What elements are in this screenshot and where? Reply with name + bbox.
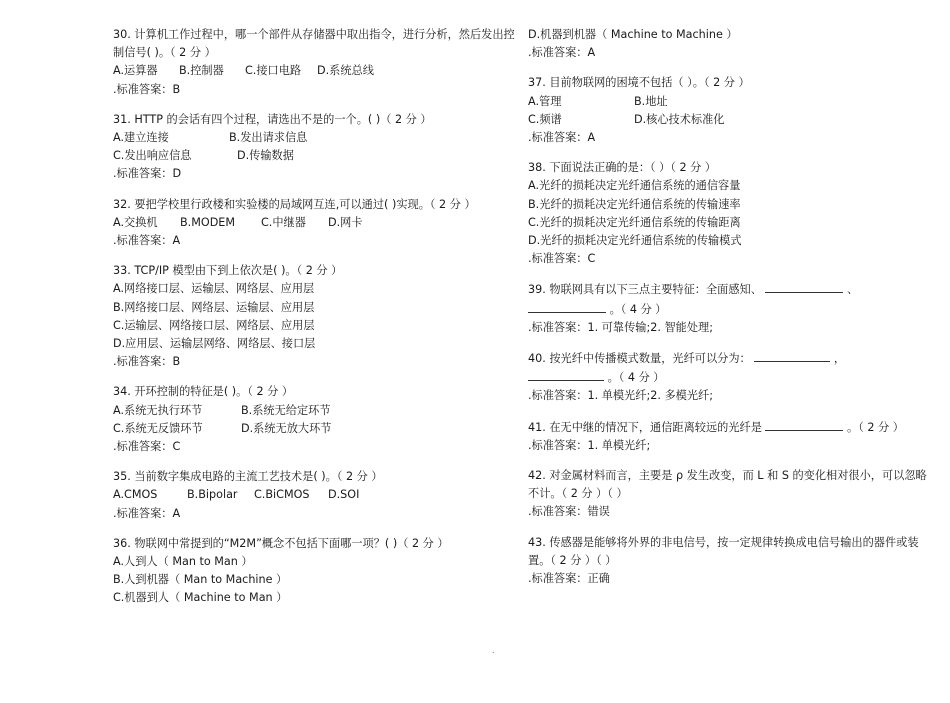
option-d: D.系统总线 [317,64,374,78]
option-c: C.频谱 [528,112,562,126]
option-a: A.CMOS [113,488,158,502]
option-c: C.发出响应信息 [113,149,192,163]
option-row [528,111,918,129]
question-text-part: 。（ 4 分 ） [609,302,667,316]
question-text: 33. TCP/IP 模型由下到上依次是( )。（ 2 分 ） [113,264,343,278]
option-row [113,147,513,165]
answer: .标准答案：D [113,167,182,181]
question-text-part: ， [833,352,846,366]
option-b: B.发出请求信息 [229,131,308,145]
answer: .标准答案：错误 [528,505,610,519]
option-a: A.交换机 [113,215,158,229]
question-text: 42. 对金属材料而言，主要是 ρ 发生改变，而 L 和 S 的变化相对很小，可以忽略 [528,469,927,483]
option-row [528,93,918,111]
option-d: D.机器到机器（ Machine to Machine ） [528,28,738,41]
blank-field [765,280,843,293]
option-a: A.系统无执行环节 [113,403,203,417]
option-c: C.接口电路 [245,64,302,78]
option-d: D.网卡 [328,215,363,229]
option-c: C.运输层、网络接口层、网络层、应用层 [113,318,315,332]
question-text-part: 、 [847,283,859,297]
answer: .标准答案：A [528,131,596,145]
option-row [113,129,513,147]
question-text: 32. 要把学校里行政楼和实验楼的局域网互连,可以通过( )实现。（ 2 分 ） [113,197,476,211]
option-b: B.网络接口层、网络层、运输层、应用层 [113,300,315,314]
question-38 [528,159,918,268]
answer: .标准答案：A [113,234,181,248]
question-41 [528,418,918,455]
option-row [113,62,513,80]
option-c: C.中继器 [261,215,306,229]
question-text: 36. 物联网中常提到的“M2M”概念不包括下面哪一项？( )（ 2 分 ） [113,536,449,550]
option-d: D.SOI [328,488,360,502]
right-column [528,26,927,600]
answer: .标准答案：正确 [528,572,610,586]
question-text: 30. 计算机工作过程中，哪一个部件从存储器中取出指令，进行分析，然后发出控 [113,28,515,41]
option-row [113,402,513,420]
option-row [113,214,513,232]
blank-field [754,349,830,362]
question-36 [113,535,513,608]
question-31 [113,111,513,184]
question-36-continued [528,26,918,62]
option-a: A.建立连接 [113,131,169,145]
question-text [528,300,918,319]
question-text: 34. 开环控制的特征是( )。（ 2 分 ） [113,385,294,399]
question-text [528,368,918,387]
option-a: A.网络接口层、运输层、网络层、应用层 [113,282,315,296]
answer: .标准答案：1. 单模光纤; [528,438,651,452]
question-text: 35. 当前数字集成电路的主流工艺技术是( )。（ 2 分 ） [113,470,383,484]
question-40 [528,349,918,406]
option-b: B.人到机器（ Man to Machine ） [113,573,288,587]
option-b: B.系统无给定环节 [241,403,331,417]
option-b: B.MODEM [180,215,236,229]
option-d: D.光纤的损耗决定光纤通信系统的传输模式 [528,234,742,248]
question-text: 38. 下面说法正确的是：（ ）（ 2 分 ） [528,161,717,175]
question-text [528,349,918,368]
question-text [528,280,918,299]
option-d: D.应用层、运输层网络、网络层、接口层 [113,337,316,351]
answer: .标准答案：C [113,440,181,454]
option-row [113,420,513,438]
option-a: A.管理 [528,94,562,108]
question-35 [113,468,513,523]
page-footer-mark: . [492,646,495,655]
blank-field [765,418,843,431]
question-text-part: 41. 在无中继的情况下，通信距离较远的光纤是 [528,420,762,434]
left-column [113,26,513,620]
question-42 [528,467,927,522]
question-37 [528,74,918,147]
option-b: B.地址 [634,94,668,108]
question-34 [113,383,513,456]
option-c: C.光纤的损耗决定光纤通信系统的传输距离 [528,215,741,229]
question-text: 31. HTTP 的会话有四个过程，请选出不是的一个。( )（ 2 分 ） [113,112,432,126]
option-b: B.控制器 [179,64,224,78]
question-text: 43. 传感器是能够将外界的非电信号，按一定规律转换成电信号输出的器件或装 [528,535,919,549]
question-text-part: 40. 按光纤中传播模式数量，光纤可以分为： [528,352,751,366]
question-text-part: 39. 物联网具有以下三点主要特征：全面感知、 [528,283,762,297]
question-43 [528,534,918,589]
option-b: B.光纤的损耗决定光纤通信系统的传输速率 [528,197,741,211]
option-d: D.传输数据 [237,149,294,163]
question-text [528,418,918,437]
question-text-part: 。（ 2 分 ） [847,420,904,434]
option-c: C.机器到人（ Machine to Man ） [113,591,288,605]
answer: .标准答案：B [113,355,181,369]
blank-field [528,368,604,381]
question-30 [113,26,513,99]
option-d: D.核心技术标准化 [634,112,725,126]
option-a: A.运算器 [113,64,158,78]
option-d: D.系统无放大环节 [241,421,332,435]
option-a: A.光纤的损耗决定光纤通信系统的通信容量 [528,179,741,193]
answer: .标准答案：C [528,252,596,266]
option-c: C.系统无反馈环节 [113,421,203,435]
question-text: 置。（ 2 分 ）（ ） [528,553,617,567]
question-text: 不计。（ 2 分 ）（ ） [528,487,628,501]
option-row [113,486,513,504]
answer: .标准答案：1. 单模光纤;2. 多模光纤; [528,389,713,403]
option-c: C.BiCMOS [254,488,310,502]
question-text: 37. 目前物联网的困境不包括（ ）。（ 2 分 ） [528,76,750,90]
answer: .标准答案：A [528,46,596,60]
blank-field [528,300,606,313]
question-32 [113,196,513,251]
question-39 [528,280,918,337]
option-b: B.Bipolar [187,488,238,502]
answer: .标准答案：A [113,506,181,520]
option-a: A.人到人（ Man to Man ） [113,555,253,569]
question-text: 制信号( )。（ 2 分 ） [113,46,216,60]
answer: .标准答案：B [113,82,181,96]
question-33 [113,262,513,371]
question-text-part: 。（ 4 分 ） [607,371,665,385]
answer: .标准答案：1. 可靠传输;2. 智能处理; [528,320,713,334]
